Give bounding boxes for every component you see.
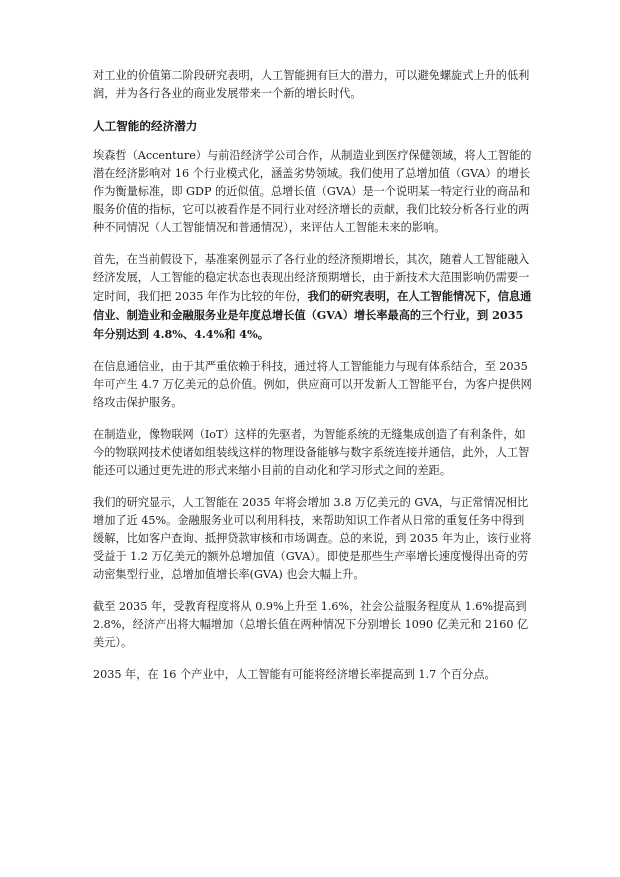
paragraph-conclusion: 2035 年，在 16 个产业中，人工智能有可能将经济增长率提高到 1.7 个百分点。 [93, 668, 496, 681]
paragraph-research-findings [93, 251, 533, 344]
paragraph-financial-services: 我们的研究显示，人工智能在 2035 年将会增加 3.8 万亿美元的 GVA，与正常情况相比增加了近 45%。金融服务业可以利用科技，来帮助知识工作者从日常的重复任务中得到缓解，比如客户查询、抵押贷款审核和市场调查。总的来说，到 2035 年为止，该行业将受益于 1.2 万亿美元的额外总增加值（GVA）。即使是那些生产率增长速度慢得出奇的劳动密集型行业，总增加值增长率(GVA) 也会大幅上升。 [93, 496, 532, 581]
paragraph-education: 截至 2035 年，受教育程度将从 0.9%上升至 1.6%，社会公益服务程度从 1.6%提高到 2.8%，经济产出将大幅增加（总增长值在两种情况下分别增长 1090 亿美元和 2160 亿美元）。 [93, 600, 529, 649]
paragraph-ict: 在信息通信业，由于其严重依赖于科技，通过将人工智能能力与现有体系结合，至 2035 年可产生 4.7 万亿美元的总价值。例如，供应商可以开发新人工智能平台，为客户提供网络攻击保护服务。 [93, 360, 532, 409]
document-page [93, 67, 533, 698]
paragraph-manufacturing: 在制造业，像物联网（IoT）这样的先驱者，为智能系统的无缝集成创造了有利条件，如今的物联网技术使诸如组装线这样的物理设备能够与数字系统连接并通信，此外，人工智能还可以通过更先进的形式来缩小目前的自动化和学习形式之间的差距。 [93, 428, 530, 477]
section-heading: 人工智能的经济潜力 [93, 119, 198, 133]
bold-findings: 我们的研究表明，在人工智能情况下，信息通信业、制造业和金融服务业是年度总增长值（GVA）增长率最高的三个行业，到 2035 年分别达到 4.8%、4.4%和 4%。 [93, 289, 532, 341]
intro-paragraph: 对工业的价值第二阶段研究表明，人工智能拥有巨大的潜力，可以避免螺旋式上升的低利润，并为各行各业的商业发展带来一个新的增长时代。 [93, 69, 530, 100]
paragraph-text: 首先，在当前假设下，基准案例显示了各行业的经济预期增长，其次，随着人工智能融入经济发展，人工智能的稳定状态也表现出经济预期增长，由于新技术大范围影响仍需要一定时间，我们把 2035 年作为比较的年份， [93, 253, 530, 303]
paragraph-gva-method: 埃森哲（Accenture）与前沿经济学公司合作，从制造业到医疗保健领域，将人工智能的潜在经济影响对 16 个行业模式化，涵盖劣势领域。我们使用了总增加值（GVA）的增长作为衡量标准，即 GDP 的近似值。总增长值（GVA）是一个说明某一特定行业的商品和服务价值的指标，它可以被看作是不同行业对经济增长的贡献，我们比较分析各行业的两种不同情况（人工智能情况和普通情况），来评估人工智能未来的影响。 [93, 149, 532, 234]
